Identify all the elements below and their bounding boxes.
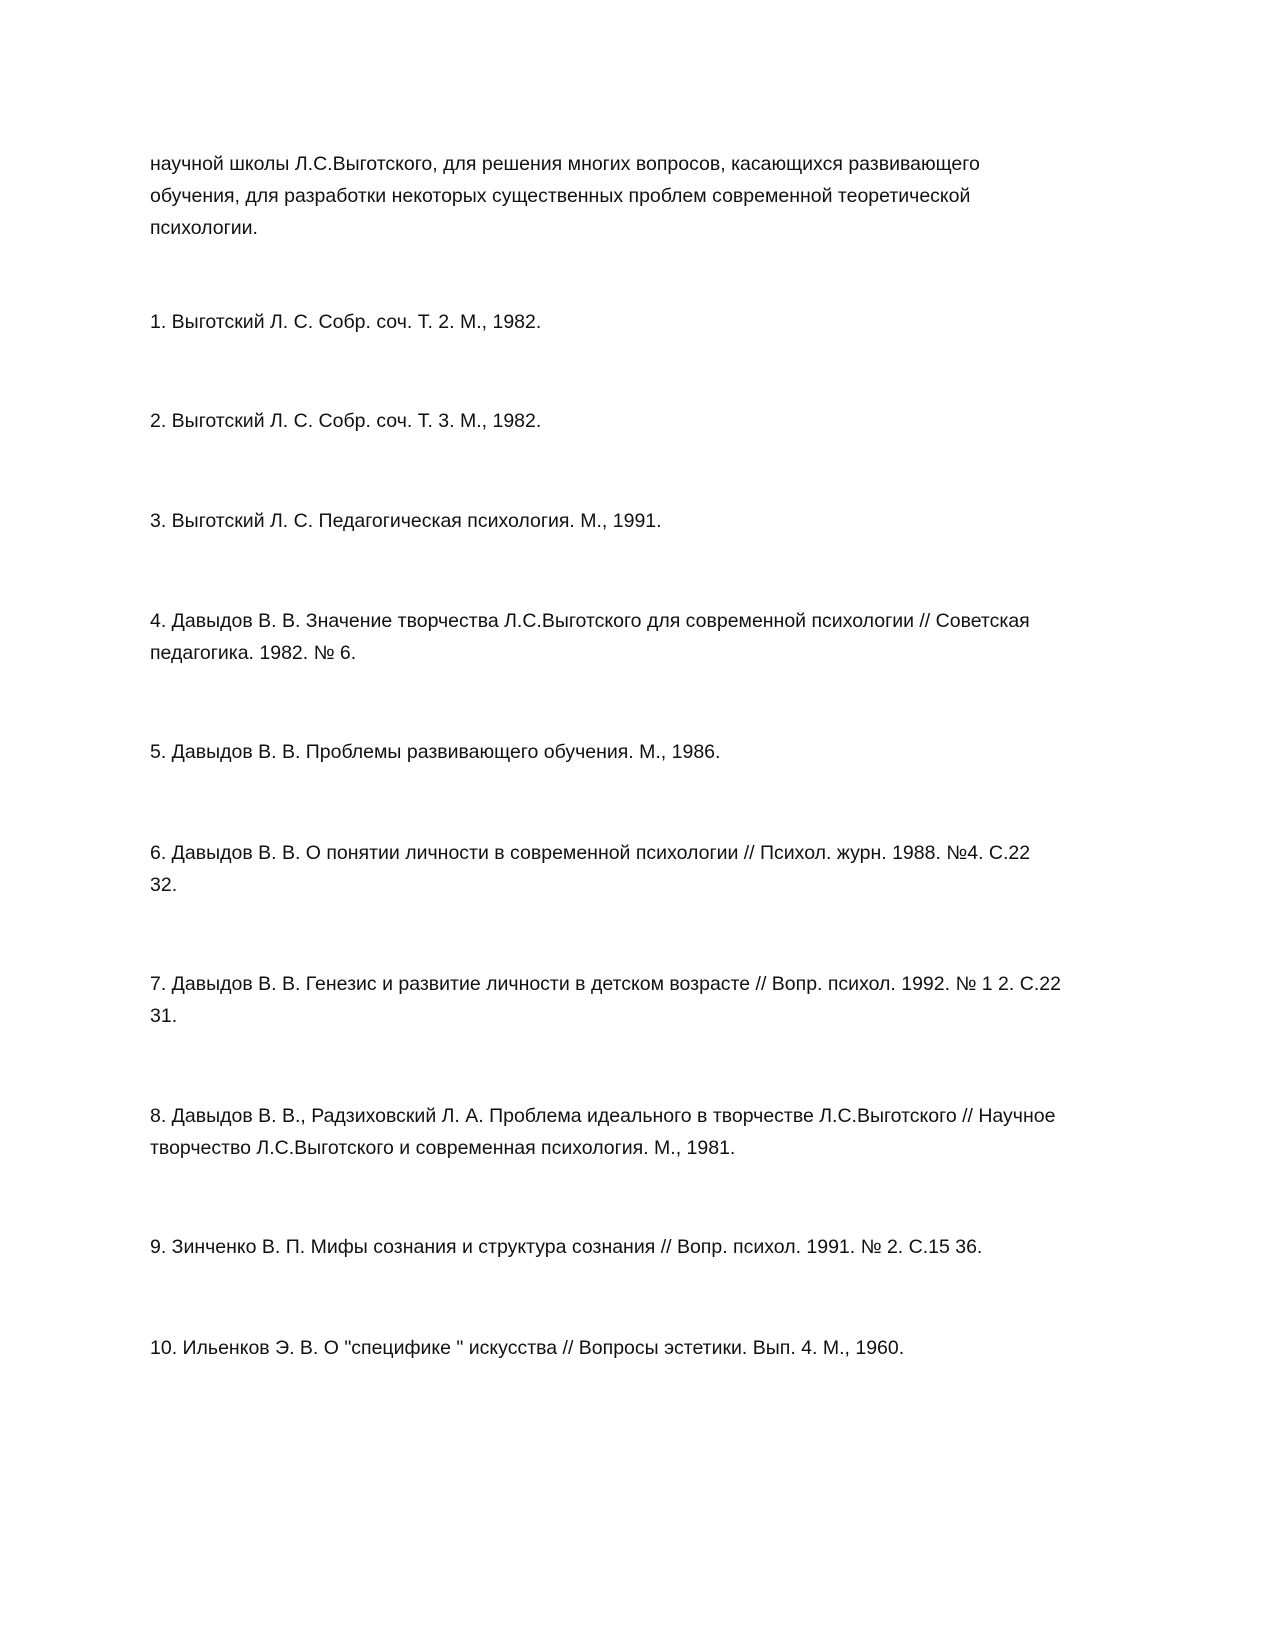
reference-item-4 [150, 605, 1130, 669]
intro-paragraph [150, 148, 1130, 244]
reference-item-1 [150, 306, 1130, 338]
intro-line: психологии. [150, 217, 258, 239]
reference-item-5 [150, 736, 1130, 768]
reference-item-2 [150, 405, 1130, 437]
reference-line: творчество Л.С.Выготского и современная психология. М., 1981. [150, 1137, 736, 1159]
reference-line: 10. Ильенков Э. В. О "специфике " искусства // Вопросы эстетики. Вып. 4. М., 1960. [150, 1337, 905, 1359]
reference-line: 1. Выготский Л. С. Собр. соч. Т. 2. М., 1982. [150, 311, 542, 333]
reference-item-7 [150, 968, 1130, 1032]
reference-line: педагогика. 1982. № 6. [150, 642, 357, 664]
reference-line: 4. Давыдов В. В. Значение творчества Л.С.Выготского для современной психологии // Советская [150, 610, 1030, 632]
reference-line: 8. Давыдов В. В., Радзиховский Л. А. Проблема идеального в творчестве Л.С.Выготского // Научное [150, 1105, 1056, 1127]
intro-line: обучения, для разработки некоторых существенных проблем современной теоретической [150, 185, 971, 207]
reference-line: 7. Давыдов В. В. Генезис и развитие личности в детском возрасте // Вопр. психол. 1992. № 1 2. С.22 [150, 973, 1061, 995]
reference-line: 9. Зинченко В. П. Мифы сознания и структура сознания // Вопр. психол. 1991. № 2. С.15 36. [150, 1236, 983, 1258]
reference-item-10 [150, 1332, 1130, 1364]
reference-item-8 [150, 1100, 1130, 1164]
intro-line: научной школы Л.С.Выготского, для решения многих вопросов, касающихся развивающего [150, 153, 980, 175]
reference-line: 3. Выготский Л. С. Педагогическая психология. М., 1991. [150, 510, 662, 532]
reference-item-6 [150, 837, 1130, 901]
reference-item-3 [150, 505, 1130, 537]
reference-line: 2. Выготский Л. С. Собр. соч. Т. 3. М., 1982. [150, 410, 542, 432]
reference-item-9 [150, 1231, 1130, 1263]
reference-line: 31. [150, 1005, 178, 1027]
reference-line: 6. Давыдов В. В. О понятии личности в современной психологии // Психол. журн. 1988. №4. С.22 [150, 842, 1031, 864]
reference-line: 5. Давыдов В. В. Проблемы развивающего обучения. М., 1986. [150, 741, 721, 763]
reference-line: 32. [150, 874, 178, 896]
